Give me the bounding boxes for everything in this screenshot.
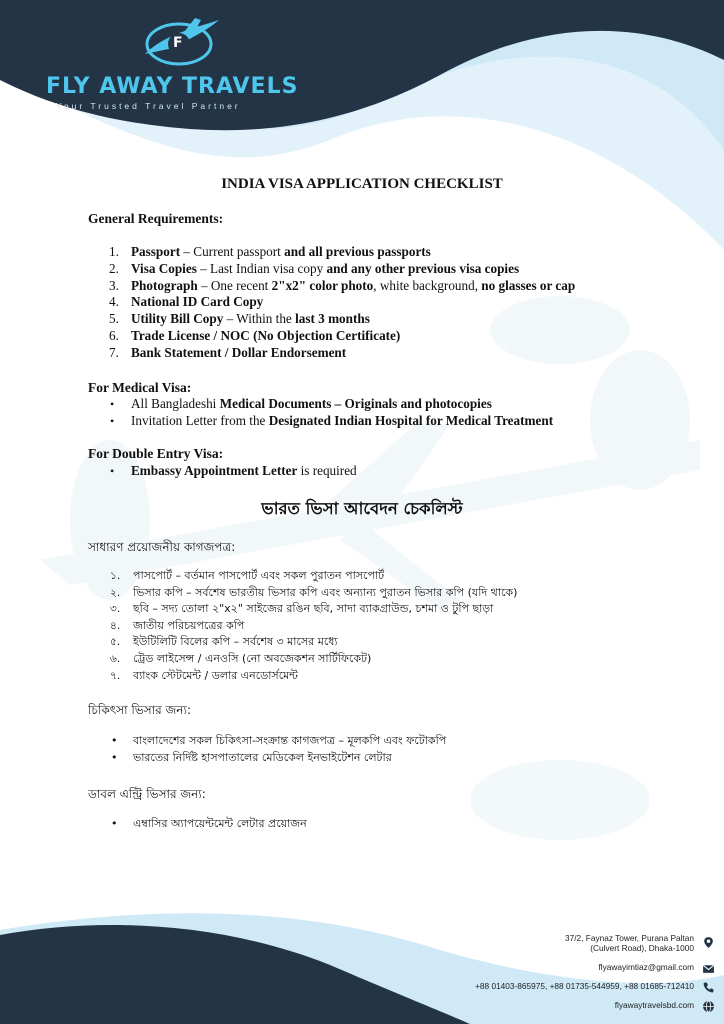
item-text: ট্রেড লাইসেন্স / এনওসি (নো অবজেকশন সার্টিফিকেট) [133,651,372,665]
item-text: Medical Documents – Originals and photocopies [219,396,492,411]
item-text: Bank Statement / Dollar Endorsement [131,344,347,360]
item-number: ৪. [110,619,121,632]
list-item [88,278,575,295]
item-text: Trade License / NOC (No Objection Certificate) [131,327,401,343]
list-item [88,634,517,651]
contact-phone-row [294,981,694,991]
item-text: ব্যাংক স্টেটমেন্ট / ডলার এনডোর্সমেন্ট [133,668,298,682]
medical-visa-list [88,396,553,430]
bangla-double-heading: ডাবল এন্ট্রি ভিসার জন্য: [88,787,206,801]
envelope-icon [702,962,715,975]
item-text: ভারতের নির্দিষ্ট হাসপাতালের মেডিকেল ইনভাইটেশন লেটার [133,750,392,764]
item-text: – One recent [197,277,272,293]
item-text: ইউটিলিটি বিলের কপি – সর্বশেষ ৩ মাসের মধ্যে [133,635,338,649]
double-entry-heading: For Double Entry Visa: [88,446,224,461]
contact-address [364,933,694,953]
item-number: ১. [110,570,121,582]
item-text: বাংলাদেশের সকল চিকিৎসা-সংক্রান্ত কাগজপত্র – মূলকপি এবং ফটোকপি [133,734,447,747]
list-item [88,668,517,685]
item-text: Designated Indian Hospital for Medical Treatment [268,412,554,428]
item-text: , white background, [373,277,482,293]
item-text: – Within the [223,311,296,327]
item-text: Invitation Letter from the [131,412,269,428]
bullet-icon: • [110,397,115,411]
item-text: is required [297,463,357,478]
medical-visa-heading: For Medical Visa: [88,380,192,395]
contact-website-row [364,1000,694,1010]
contact-email[interactable]: flyawayimtiaz@gmail.com [598,962,694,972]
brand-name: FLY AWAY TRAVELS [46,74,299,99]
item-number: ৬. [110,652,121,665]
item-text: – Current passport [180,244,285,259]
logo-letter: F [173,35,183,51]
list-item [88,345,575,362]
general-requirements-heading: General Requirements: [88,211,224,226]
list-item [88,311,575,328]
list-item [88,396,553,413]
bullet-icon: • [110,413,115,428]
item-text: ভিসার কপি – সর্বশেষ ভারতীয় ভিসার কপি এবং অন্যান্য পুরাতন ভিসার কপি (যদি থাকে) [133,585,518,599]
item-text: এম্বাসির অ্যাপয়েন্টমেন্ট লেটার প্রয়োজন [133,817,307,830]
globe-icon [702,1000,715,1013]
location-pin-icon [702,936,715,949]
item-text: and any other previous visa copies [326,260,520,276]
bullet-icon: • [111,750,118,764]
item-text: All Bangladeshi [131,396,220,411]
brand-logo [40,14,310,114]
item-text: and all previous passports [284,244,431,259]
list-item [88,651,517,668]
list-item [88,816,307,833]
item-text: Visa Copies [131,260,197,276]
bangla-general-heading: সাধারণ প্রয়োজনীয় কাগজপত্র: [88,540,236,554]
bangla-title: ভারত ভিসা আবেদন চেকলিস্ট [261,499,463,518]
list-item [88,261,575,278]
bullet-icon: • [111,734,118,747]
item-number: 4. [109,294,119,310]
list-item [88,601,517,618]
bangla-medical-list [88,733,446,766]
list-item [88,585,517,602]
bangla-medical-heading: চিকিৎসা ভিসার জন্য: [88,703,191,717]
list-item [88,294,575,311]
item-text: 2"x2" color photo [271,277,374,293]
item-text: – Last Indian visa copy [196,260,327,276]
item-text: Embassy Appointment Letter [131,463,298,478]
contact-phones[interactable]: +88 01403-865975, +88 01735-544959, +88 01685-712410 [475,981,694,991]
item-text: পাসপোর্ট – বর্তমান পাসপোর্ট এবং সকল পুরাতন পাসপোর্ট [133,569,385,582]
list-item [88,733,446,750]
contact-email-row [364,962,694,972]
item-number: ২. [110,586,121,599]
item-text: no glasses or cap [481,277,576,293]
item-text: National ID Card Copy [131,294,264,310]
list-item [88,618,517,635]
item-number: ৫. [110,636,121,649]
bullet-icon: • [111,817,118,830]
item-number: ৩. [110,603,121,616]
phone-icon [702,981,715,994]
list-item [88,463,357,480]
item-text: Passport [131,244,181,259]
list-item [88,328,575,345]
item-number: 7. [109,344,119,360]
address-line-2: (Culvert Road), Dhaka-1000 [590,943,694,953]
list-item [88,568,517,585]
item-number: ৭. [110,669,121,682]
bangla-general-list [88,568,517,684]
item-number: 2. [109,260,119,276]
item-text: জাতীয় পরিচয়পত্রের কপি [133,618,245,632]
contact-website[interactable]: flyawaytravelsbd.com [614,1000,694,1010]
item-text: ছবি – সদ্য তোলা ২"x২" সাইজের রঙিন ছবি, সাদা ব্যাকগ্রাউন্ড, চশমা ও টুপি ছাড়া [133,602,494,616]
general-requirements-list [88,244,575,362]
item-text: Utility Bill Copy [131,311,224,327]
item-text: last 3 months [295,311,370,327]
brand-tagline: Your Trusted Travel Partner [56,101,241,111]
english-title: INDIA VISA APPLICATION CHECKLIST [221,176,503,192]
address-line-1: 37/2, Faynaz Tower, Purana Paltan [565,933,694,943]
bullet-icon: • [110,464,115,478]
item-text: Photograph [131,277,198,293]
item-number: 1. [109,244,119,259]
item-number: 6. [109,327,119,343]
item-number: 3. [109,277,119,293]
item-number: 5. [109,311,119,327]
list-item [88,750,446,767]
bangla-double-list [88,816,307,833]
list-item [88,244,575,261]
list-item [88,413,553,430]
double-entry-list [88,463,357,480]
